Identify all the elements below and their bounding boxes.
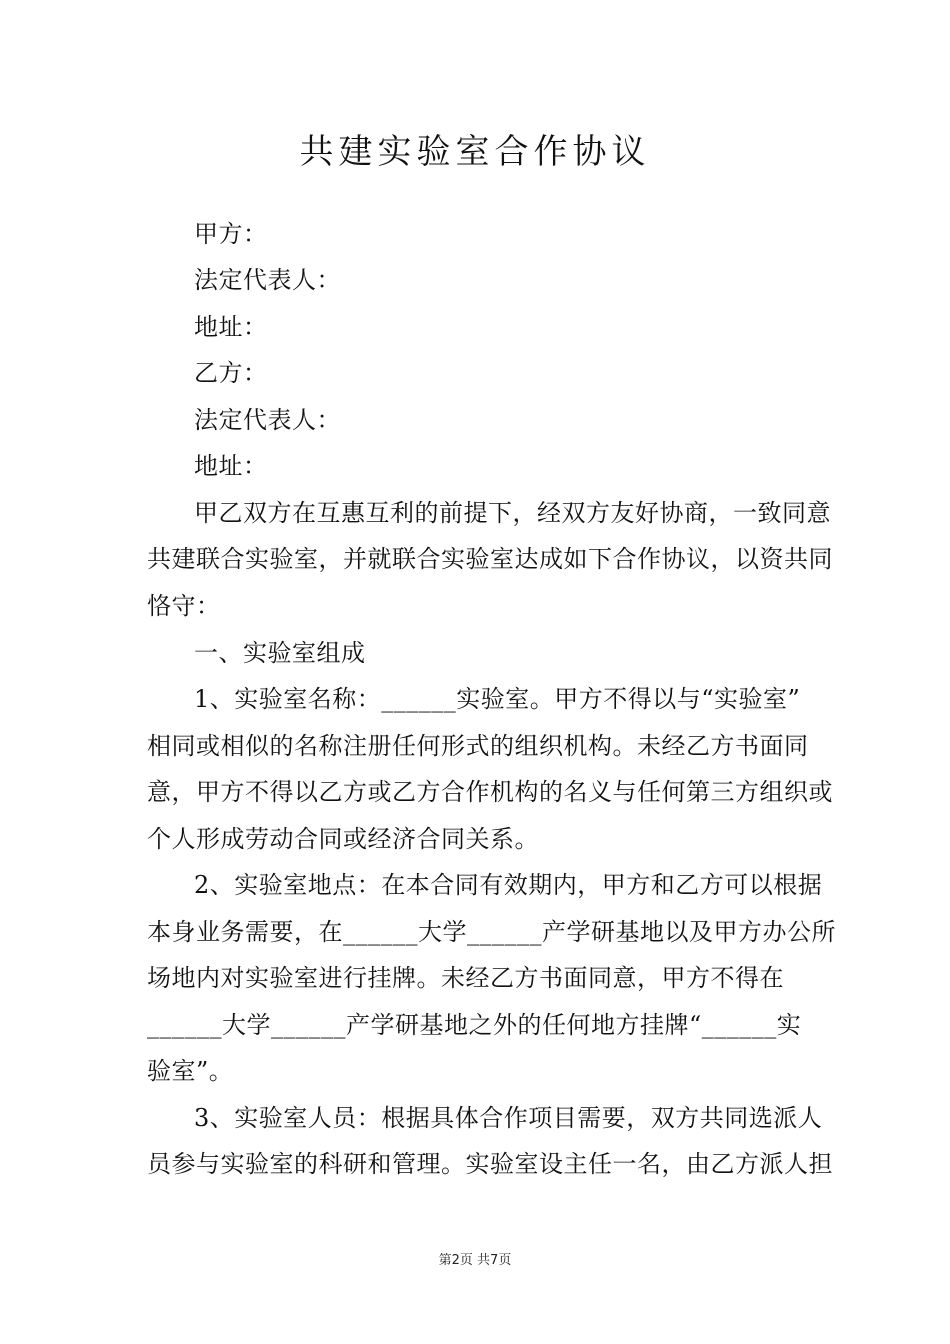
clause-1-line: 相同或相似的名称注册任何形式的组织机构。未经乙方书面同 [147, 732, 809, 760]
page-number: 第2页 共7页 [438, 1253, 512, 1268]
party-b-label: 乙方： [194, 359, 268, 387]
intro-line: 甲乙双方在互惠互利的前提下，经双方友好协商，一致同意 [194, 499, 831, 527]
party-b-address-label: 地址： [194, 452, 268, 480]
clause-2-line: 本身业务需要，在______大学______产学研基地以及甲方办公所 [147, 918, 836, 946]
clause-3-line: 3、实验室人员：根据具体合作项目需要，双方共同选派人 [194, 1104, 823, 1132]
clause-1-line: 个人形成劳动合同或经济合同关系。 [147, 825, 539, 853]
clause-2-line: ______大学______产学研基地之外的任何地方挂牌“______实 [147, 1011, 802, 1039]
document-title: 共建实验室合作协议 [299, 132, 651, 172]
clause-1-line: 意，甲方不得以乙方或乙方合作机构的名义与任何第三方组织或 [147, 778, 833, 806]
clause-3-line: 员参与实验室的科研和管理。实验室设主任一名，由乙方派人担 [147, 1150, 833, 1178]
clause-2-line: 验室”。 [147, 1057, 234, 1085]
party-a-representative-label: 法定代表人： [194, 266, 341, 294]
clause-1-line: 1、实验室名称：______实验室。甲方不得以与“实验室” [194, 685, 801, 713]
party-a-address-label: 地址： [194, 313, 268, 341]
intro-line: 共建联合实验室，并就联合实验室达成如下合作协议，以资共同 [147, 545, 833, 573]
section-heading: 一、实验室组成 [194, 639, 366, 667]
party-a-label: 甲方： [194, 220, 268, 248]
intro-line: 恪守： [147, 592, 221, 620]
party-b-representative-label: 法定代表人： [194, 406, 341, 434]
clause-2-line: 2、实验室地点：在本合同有效期内，甲方和乙方可以根据 [194, 871, 823, 899]
clause-2-line: 场地内对实验室进行挂牌。未经乙方书面同意，甲方不得在 [147, 964, 784, 992]
